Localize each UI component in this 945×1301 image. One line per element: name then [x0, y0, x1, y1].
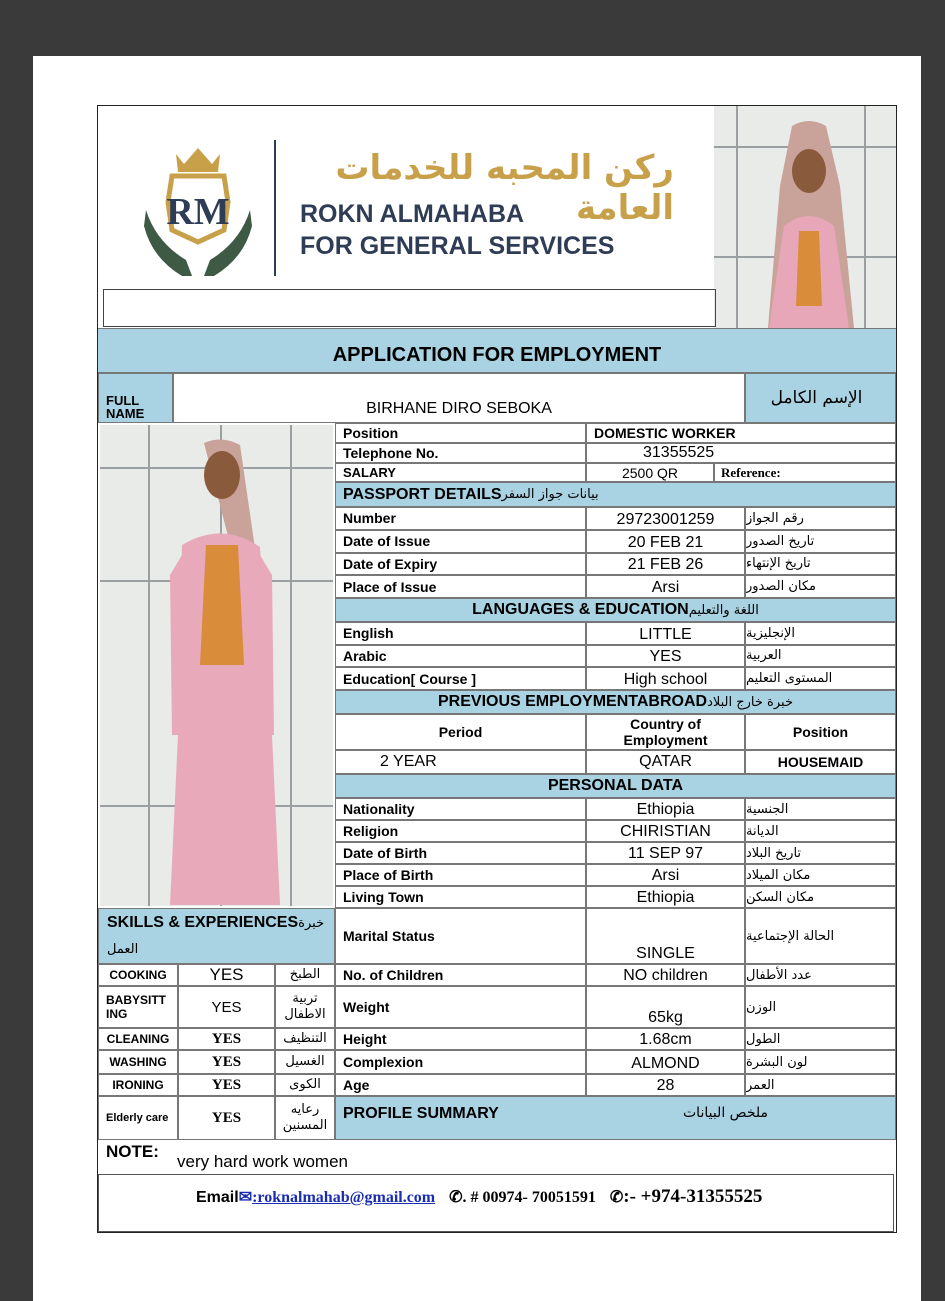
prev-period: 2 YEAR [335, 750, 586, 774]
passport-label-ar: رقم الجواز [745, 507, 896, 530]
prev-position: HOUSEMAID [745, 750, 896, 774]
personal-value: 1.68cm [586, 1028, 745, 1050]
skill-value: YES [178, 964, 275, 986]
applicant-photo-small [714, 106, 896, 328]
passport-label-ar: مكان الصدور [745, 575, 896, 598]
full-name-value: BIRHANE DIRO SEBOKA [173, 373, 745, 423]
blank-box [103, 289, 716, 327]
passport-value: 29723001259 [586, 507, 745, 530]
position-value: DOMESTIC WORKER [586, 423, 896, 443]
applicant-photo-large [100, 425, 333, 906]
personal-label-ar: تاريخ البلاد [745, 842, 896, 864]
skill-label: BABYSITT ING [98, 986, 178, 1028]
skill-value: YES [178, 1096, 275, 1140]
company-name-english-line2: FOR GENERAL SERVICES [300, 232, 615, 260]
skill-label: IRONING [98, 1074, 178, 1096]
personal-label: Marital Status [335, 908, 586, 964]
passport-label: Place of Issue [335, 575, 586, 598]
email-link[interactable]: :roknalmahab@gmail.com [252, 1189, 436, 1206]
language-label-ar: العربية [745, 645, 896, 668]
personal-label-ar: عدد الأطفال [745, 964, 896, 986]
phone-icon-2: ✆ [609, 1189, 624, 1206]
personal-label-ar: مكان الميلاد [745, 864, 896, 886]
prev-country: QATAR [586, 750, 745, 774]
language-label: Arabic [335, 645, 586, 668]
skill-label-ar: تربية الاطفال [275, 986, 335, 1028]
company-name-arabic: ركن المحبه للخدمات العامة [335, 148, 674, 228]
telephone-value: 31355525 [586, 443, 896, 463]
skill-label-ar: الكوى [275, 1074, 335, 1096]
language-label-ar: المستوى التعليم [745, 667, 896, 690]
personal-value: 28 [586, 1074, 745, 1096]
personal-label-ar: الطول [745, 1028, 896, 1050]
passport-value: 21 FEB 26 [586, 553, 745, 576]
skill-label: COOKING [98, 964, 178, 986]
passport-value: 20 FEB 21 [586, 530, 745, 553]
skill-value: YES [178, 1074, 275, 1096]
skill-label: CLEANING [98, 1028, 178, 1050]
passport-label: Date of Expiry [335, 553, 586, 576]
note-label: NOTE: [106, 1142, 159, 1161]
personal-value: 65kg [586, 986, 745, 1028]
company-name-english-line1: ROKN ALMAHABA [300, 200, 525, 228]
personal-label: Complexion [335, 1050, 586, 1074]
language-value: YES [586, 645, 745, 668]
personal-label: Place of Birth [335, 864, 586, 886]
phone-icon: ✆ [449, 1189, 463, 1206]
personal-label: Age [335, 1074, 586, 1096]
personal-value: Arsi [586, 864, 745, 886]
company-logo [142, 142, 254, 278]
form-title: APPLICATION FOR EMPLOYMENT [332, 344, 662, 366]
email-label: Email [196, 1189, 239, 1206]
personal-label-ar: مكان السكن [745, 886, 896, 908]
passport-value: Arsi [586, 575, 745, 598]
phone-2[interactable]: :- +974-31355525 [623, 1186, 763, 1207]
personal-label-ar: الجنسية [745, 798, 896, 820]
skill-label-ar: رعايه المسنين [275, 1096, 335, 1140]
personal-label-ar: الحالة الإجتماعية [745, 908, 896, 964]
personal-value: Ethiopia [586, 886, 745, 908]
personal-value: ALMOND [586, 1050, 745, 1074]
skill-label: WASHING [98, 1050, 178, 1074]
full-name-label-ar: الإسم الكامل [745, 373, 896, 423]
language-label: English [335, 622, 586, 645]
col-country: Country of Employment [586, 714, 745, 750]
skill-value: YES [178, 1050, 275, 1074]
personal-label-ar: الديانة [745, 820, 896, 842]
note-value: very hard work women [177, 1152, 349, 1171]
personal-label-ar: الوزن [745, 986, 896, 1028]
skill-value: YES [178, 1028, 275, 1050]
passport-header: PASSPORT DETAILS بيانات جواز السفر [335, 482, 896, 507]
phone-1[interactable]: . # 00974- 70051591 [462, 1189, 596, 1206]
full-name-label: FULL NAME [98, 373, 173, 423]
personal-label: Weight [335, 986, 586, 1028]
passport-label-ar: تاريخ الصدور [745, 530, 896, 553]
personal-value: 11 SEP 97 [586, 842, 745, 864]
personal-value: NO children [586, 964, 745, 986]
skills-header: SKILLS & EXPERIENCESخبرة العمل [98, 908, 335, 964]
language-value: LITTLE [586, 622, 745, 645]
language-value: High school [586, 667, 745, 690]
personal-label-ar: العمر [745, 1074, 896, 1096]
skill-label-ar: الطبخ [275, 964, 335, 986]
passport-label: Date of Issue [335, 530, 586, 553]
language-label: Education[ Course ] [335, 667, 586, 690]
personal-value: SINGLE [586, 908, 745, 964]
previous-employment-header: PREVIOUS EMPLOYMENTABROAD خبرة خارج البلاد [335, 690, 896, 714]
passport-label-ar: تاريخ الإنتهاء [745, 553, 896, 576]
top-row-label: Telephone No. [335, 443, 586, 463]
top-row-label: SALARY [335, 463, 586, 482]
personal-data-header: PERSONAL DATA [335, 774, 896, 798]
personal-value: CHIRISTIAN [586, 820, 745, 842]
mail-icon: ✉ [238, 1189, 253, 1206]
col-position: Position [745, 714, 896, 750]
languages-header: LANGUAGES & EDUCATION اللغة والتعليم [335, 598, 896, 622]
logo-divider [274, 140, 276, 276]
top-row-label: Position [335, 423, 586, 443]
passport-label: Number [335, 507, 586, 530]
reference-label: Reference: [714, 463, 896, 482]
skill-label: Elderly care [98, 1096, 178, 1140]
personal-label: Religion [335, 820, 586, 842]
salary-value: 2500 QR [586, 463, 714, 482]
profile-summary: PROFILE SUMMARY ملخص البيانات [335, 1096, 896, 1140]
personal-label: Nationality [335, 798, 586, 820]
personal-label: No. of Children [335, 964, 586, 986]
personal-label: Height [335, 1028, 586, 1050]
skill-label-ar: الغسيل [275, 1050, 335, 1074]
col-period: Period [335, 714, 586, 750]
personal-label-ar: لون البشرة [745, 1050, 896, 1074]
svg-text:RM: RM [166, 191, 230, 233]
skill-label-ar: التنظيف [275, 1028, 335, 1050]
personal-label: Date of Birth [335, 842, 586, 864]
language-label-ar: الإنجليزية [745, 622, 896, 645]
skill-value: YES [178, 986, 275, 1028]
application-form [97, 105, 897, 1233]
personal-label: Living Town [335, 886, 586, 908]
footer-contacts [196, 1186, 762, 1208]
personal-value: Ethiopia [586, 798, 745, 820]
